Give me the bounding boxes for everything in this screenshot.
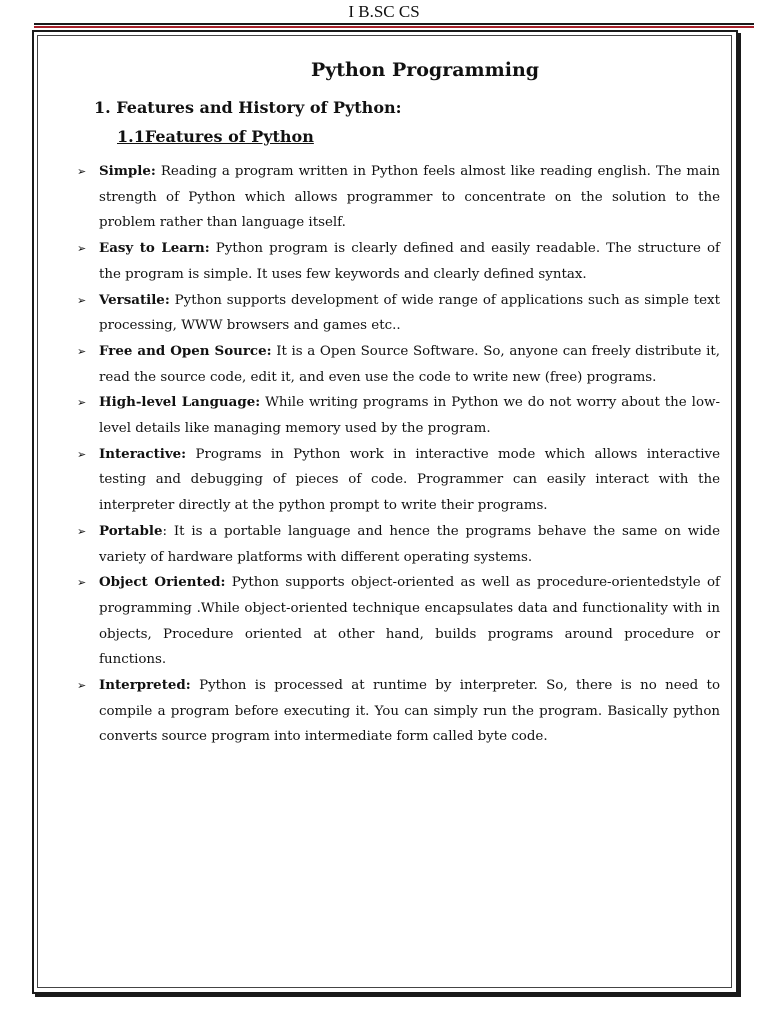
feature-term: Interpreted:: [99, 677, 191, 694]
arrow-bullet-icon: ➢: [77, 293, 87, 307]
feature-description: While writing programs in Python we do not worry about the low-level details like managing memory used by the program.: [99, 395, 720, 437]
feature-term: Easy to Learn:: [99, 240, 210, 257]
feature-item: [76, 570, 720, 673]
feature-description: Python program is clearly defined and easily readable. The structure of the program is simple. It uses few keywords and clearly defined syntax.: [99, 241, 720, 282]
features-list: [76, 159, 720, 750]
arrow-bullet-icon: ➢: [77, 396, 87, 410]
feature-item: [76, 339, 720, 390]
feature-item: [76, 390, 720, 441]
feature-description: Python supports development of wide range of applications such as simple text processing, WWW browsers and games etc..: [99, 292, 720, 334]
feature-item: [76, 519, 720, 570]
feature-item: [76, 442, 720, 519]
arrow-bullet-icon: ➢: [77, 344, 87, 358]
feature-item: [76, 236, 720, 287]
feature-term: Object Oriented:: [99, 574, 226, 591]
feature-term: Simple:: [99, 163, 156, 179]
arrow-bullet-icon: ➢: [77, 242, 87, 256]
arrow-bullet-icon: ➢: [77, 679, 87, 693]
feature-item: [76, 288, 720, 339]
header-rule-accent: [34, 26, 754, 28]
feature-term: Portable: [99, 522, 163, 539]
section-heading: 1. Features and History of Python:: [94, 98, 402, 117]
feature-term: Versatile:: [99, 291, 170, 308]
arrow-bullet-icon: ➢: [77, 524, 87, 538]
feature-term: Interactive:: [99, 445, 187, 462]
feature-description: : It is a portable language and hence the programs behave the same on wide variety of hardware platforms with different operating systems.: [99, 523, 720, 565]
header-rule: [34, 23, 754, 25]
document-title: Python Programming: [310, 59, 540, 81]
arrow-bullet-icon: ➢: [77, 576, 87, 590]
feature-description: It is a Open Source Software. So, anyone can freely distribute it, read the source code, edit it, and even use the code to write new (free) programs.: [99, 343, 721, 385]
feature-description: Python is processed at runtime by interpreter. So, there is no need to compile a program before executing it. You can simply run the program. Basically python converts source program into intermediate form called byte code.: [99, 678, 720, 745]
arrow-bullet-icon: ➢: [77, 447, 87, 461]
running-header: I B.SC CS: [348, 2, 420, 21]
feature-item: [76, 673, 720, 750]
subsection-heading: 1.1Features of Python: [117, 127, 314, 146]
feature-item: [76, 159, 720, 236]
feature-term: Free and Open Source:: [99, 342, 272, 359]
feature-description: Programs in Python work in interactive mode which allows interactive testing and debugging of pieces of code. Programmer can easily interact with the interpreter directly at the python prompt to write their programs.: [99, 446, 720, 514]
feature-description: Reading a program written in Python feels almost like reading english. The main strength of Python which allows programmer to concentrate on the solution to the problem rather than language itself.: [99, 164, 720, 231]
feature-term: High-level Language:: [99, 394, 261, 411]
arrow-bullet-icon: ➢: [77, 165, 87, 178]
feature-description: Python supports object-oriented as well as procedure-orientedstyle of programming .While object-oriented technique encapsulates data and functionality with in objects, Procedure oriented at other hand, builds programs around procedure or functions.: [99, 575, 721, 668]
